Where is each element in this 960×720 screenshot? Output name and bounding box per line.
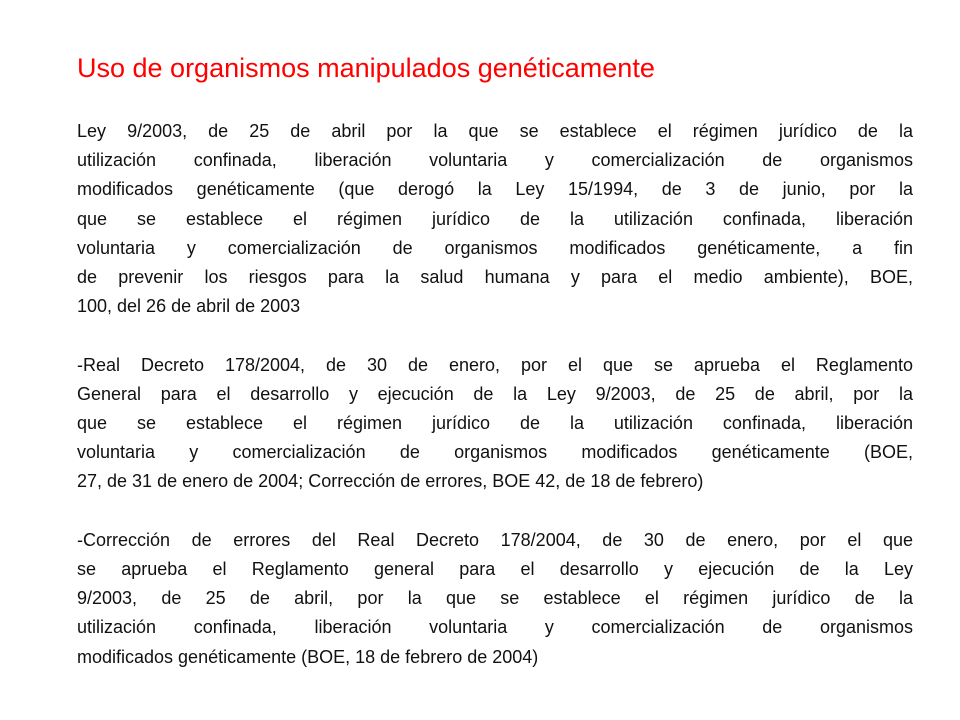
text-line: voluntaria y comercialización de organismos modificados genéticamente, a fin (77, 237, 913, 258)
paragraph-correccion-errores (77, 526, 913, 672)
text-line: 27, de 31 de enero de 2004; Corrección de errores, BOE 42, de 18 de febrero) (77, 471, 704, 492)
text-line: 9/2003, de 25 de abril, por la que se establece el régimen jurídico de la (77, 588, 913, 609)
text-line: modificados genéticamente (BOE, 18 de febrero de 2004) (77, 646, 539, 667)
text-line: modificados genéticamente (que derogó la Ley 15/1994, de 3 de junio, por la (77, 179, 913, 200)
text-line: -Corrección de errores del Real Decreto 178/2004, de 30 de enero, por el que (77, 529, 913, 550)
text-line: que se establece el régimen jurídico de la utilización confinada, liberación (77, 208, 913, 229)
text-line: utilización confinada, liberación voluntaria y comercialización de organismos (77, 617, 913, 638)
slide-title: Uso de organismos manipulados genéticamente (77, 53, 655, 83)
text-line: 100, del 26 de abril de 2003 (77, 296, 301, 317)
text-line: se aprueba el Reglamento general para el desarrollo y ejecución de la Ley (77, 559, 913, 580)
text-line: Ley 9/2003, de 25 de abril por la que se establece el régimen jurídico de la (77, 121, 913, 141)
text-line: de prevenir los riesgos para la salud humana y para el medio ambiente), BOE, (77, 267, 913, 288)
paragraph-real-decreto-178-2004 (77, 351, 913, 497)
text-line: General para el desarrollo y ejecución de la Ley 9/2003, de 25 de abril, por la (77, 383, 913, 404)
text-line: voluntaria y comercialización de organismos modificados genéticamente (BOE, (77, 442, 913, 463)
paragraph-ley-9-2003 (77, 117, 913, 321)
text-line: -Real Decreto 178/2004, de 30 de enero, por el que se aprueba el Reglamento (77, 354, 913, 375)
text-line: utilización confinada, liberación voluntaria y comercialización de organismos (77, 150, 913, 171)
text-line: que se establece el régimen jurídico de la utilización confinada, liberación (77, 413, 913, 434)
slide-body (77, 117, 913, 672)
